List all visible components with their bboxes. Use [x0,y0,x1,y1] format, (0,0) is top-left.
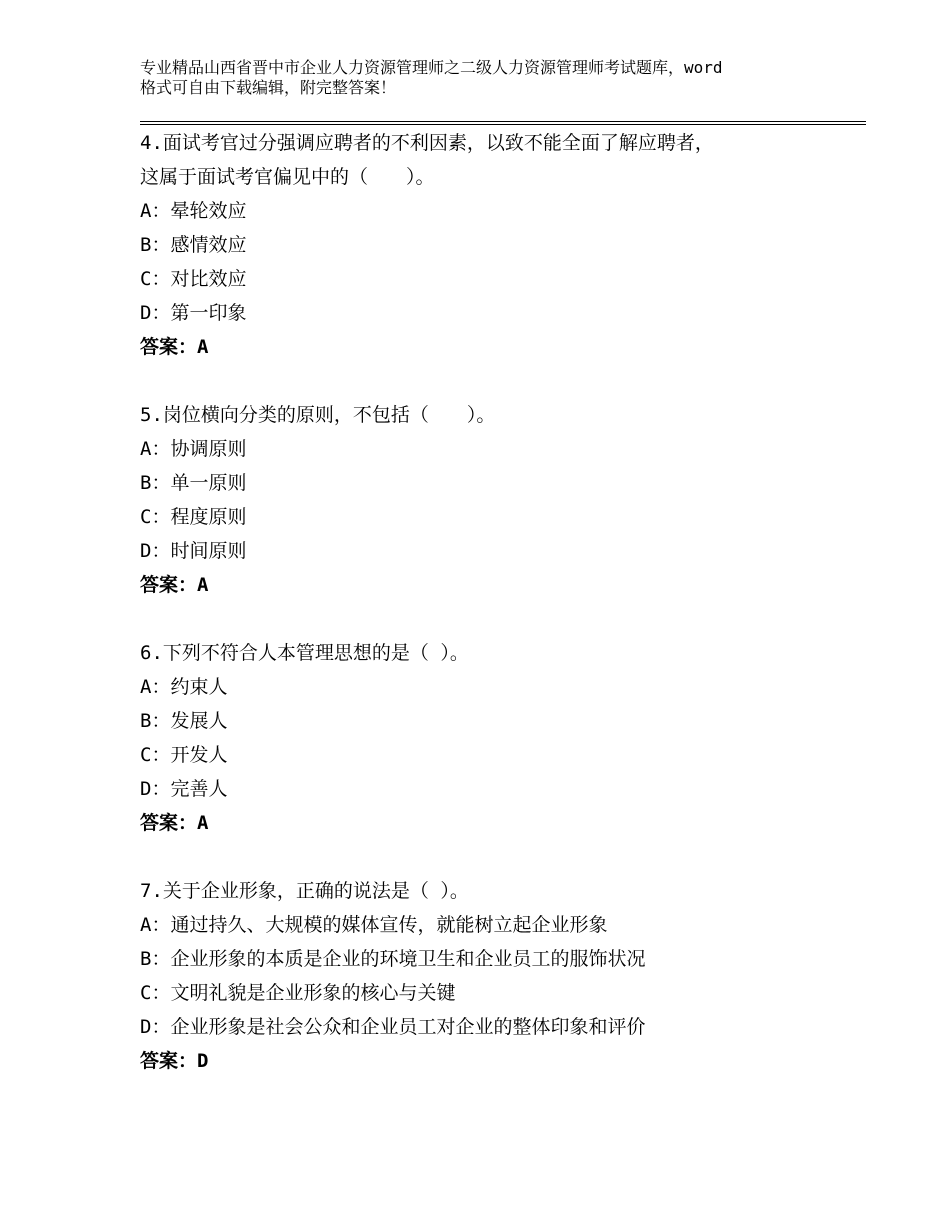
option-d: D：时间原则 [140,540,247,562]
option-c: C：开发人 [140,744,228,766]
question-6 [140,636,860,840]
answer-label: 答案：A [140,812,209,834]
question-stem: 7.关于企业形象，正确的说法是（ ）。 [140,880,469,902]
question-5 [140,398,860,602]
option-a: A：约束人 [140,676,228,698]
option-b: B：企业形象的本质是企业的环境卫生和企业员工的服饰状况 [140,948,646,970]
header-line-1: 专业精品山西省晋中市企业人力资源管理师之二级人力资源管理师考试题库，word [140,58,723,77]
answer-label: 答案：A [140,574,209,596]
question-stem: 这属于面试考官偏见中的（ ）。 [140,166,435,188]
option-d: D：第一印象 [140,302,247,324]
option-d: D：完善人 [140,778,228,800]
question-list [140,126,860,1112]
option-c: C：程度原则 [140,506,247,528]
option-b: B：感情效应 [140,234,247,256]
option-c: C：对比效应 [140,268,247,290]
option-b: B：发展人 [140,710,228,732]
option-a: A：协调原则 [140,438,247,460]
document-header [140,58,840,98]
answer-label: 答案：A [140,336,209,358]
header-divider-top [140,121,866,122]
header-line-2: 格式可自由下载编辑，附完整答案！ [140,78,397,97]
option-a: A：晕轮效应 [140,200,247,222]
option-d: D：企业形象是社会公众和企业员工对企业的整体印象和评价 [140,1016,646,1038]
answer-label: 答案：D [140,1050,209,1072]
question-stem: 4.面试考官过分强调应聘者的不利因素，以致不能全面了解应聘者， [140,132,714,154]
question-7 [140,874,860,1078]
option-a: A：通过持久、大规模的媒体宣传，就能树立起企业形象 [140,914,608,936]
option-c: C：文明礼貌是企业形象的核心与关键 [140,982,456,1004]
question-stem: 5.岗位横向分类的原则，不包括（ ）。 [140,404,496,426]
question-stem: 6.下列不符合人本管理思想的是（ ）。 [140,642,469,664]
header-divider-bottom [140,124,866,125]
option-b: B：单一原则 [140,472,247,494]
question-4 [140,126,860,364]
